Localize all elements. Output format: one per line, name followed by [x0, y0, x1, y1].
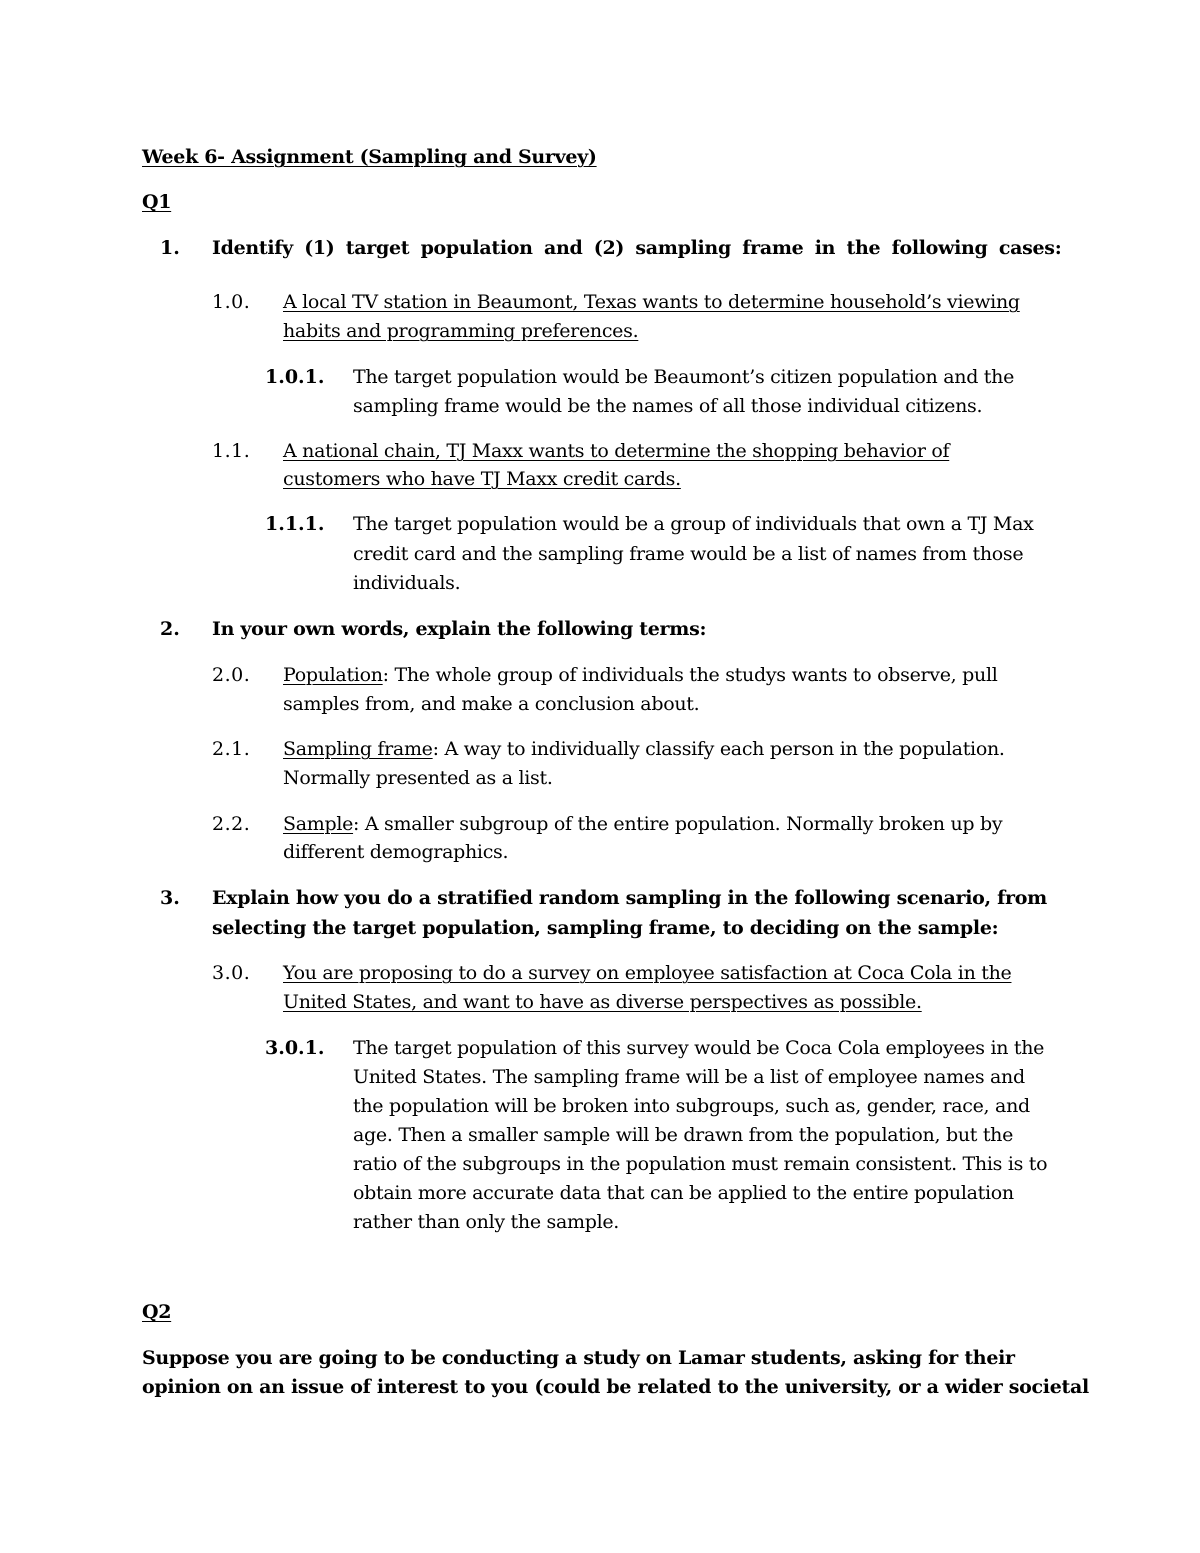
- definition-text: : The whole group of individuals the studys wants to observe, pull: [382, 664, 998, 686]
- item-1-1-case-line: A national chain, TJ Maxx wants to determine the shopping behavior of: [283, 440, 950, 462]
- item-3-question-line: Explain how you do a stratified random sampling in the following scenario, from: [212, 887, 1047, 909]
- item-3-0-1-answer-line: age. Then a smaller sample will be drawn from the population, but the: [353, 1124, 1014, 1146]
- term-sample: Sample: [283, 813, 354, 835]
- item-1-0-case-line: habits and programming preferences.: [283, 320, 639, 342]
- item-3-0-case-line: You are proposing to do a survey on employee satisfaction at Coca Cola in the: [283, 962, 1012, 984]
- item-2-2-definition-line: different demographics.: [283, 841, 509, 863]
- q2-prompt-line: opinion on an issue of interest to you (could be related to the university, or a wider societal: [142, 1376, 1089, 1398]
- item-1-1-1-answer-line: individuals.: [353, 572, 461, 594]
- item-1-1-number: 1.1.: [212, 440, 251, 462]
- item-2-2-definition: [283, 812, 1002, 836]
- item-2-1-definition: [283, 737, 1005, 761]
- item-1-1-1-answer-line: credit card and the sampling frame would be a list of names from those: [353, 543, 1024, 565]
- item-3-0-1-answer-line: United States. The sampling frame will be a list of employee names and: [353, 1066, 1025, 1088]
- item-1-0-1-answer-line: The target population would be Beaumont’s citizen population and the: [353, 366, 1015, 388]
- item-3-question-line: selecting the target population, sampling frame, to deciding on the sample:: [212, 917, 999, 939]
- term-sampling-frame: Sampling frame: [283, 738, 433, 760]
- item-3-0-1-answer-line: the population will be broken into subgroups, such as, gender, race, and: [353, 1095, 1030, 1117]
- item-1-0-1-number: 1.0.1.: [265, 366, 325, 388]
- item-2-1-number: 2.1.: [212, 738, 251, 760]
- item-1-0-1-answer-line: sampling frame would be the names of all those individual citizens.: [353, 395, 983, 417]
- item-1-number: 1.: [160, 237, 180, 259]
- assignment-title: Week 6- Assignment (Sampling and Survey): [142, 146, 597, 168]
- definition-text: : A way to individually classify each person in the population.: [432, 738, 1005, 760]
- item-3-0-1-number: 3.0.1.: [265, 1037, 325, 1059]
- q2-prompt-line: Suppose you are going to be conducting a study on Lamar students, asking for their: [142, 1347, 1015, 1369]
- item-3-0-1-answer-line: obtain more accurate data that can be applied to the entire population: [353, 1182, 1014, 1204]
- item-2-2-number: 2.2.: [212, 813, 251, 835]
- definition-text: : A smaller subgroup of the entire population. Normally broken up by: [353, 813, 1003, 835]
- item-3-number: 3.: [160, 887, 180, 909]
- item-2-0-definition-line: samples from, and make a conclusion about.: [283, 693, 700, 715]
- item-3-0-case-line: United States, and want to have as diverse perspectives as possible.: [283, 991, 922, 1013]
- item-2-question: In your own words, explain the following terms:: [212, 618, 707, 640]
- q2-heading: Q2: [142, 1301, 172, 1323]
- item-3-0-1-answer-line: ratio of the subgroups in the population must remain consistent. This is to: [353, 1153, 1048, 1175]
- item-1-0-case-line: A local TV station in Beaumont, Texas wants to determine household’s viewing: [283, 291, 1020, 313]
- item-3-0-1-answer-line: rather than only the sample.: [353, 1211, 620, 1233]
- item-1-1-case-line: customers who have TJ Maxx credit cards.: [283, 468, 681, 490]
- item-1-question: Identify (1) target population and (2) sampling frame in the following cases:: [212, 237, 1062, 259]
- q1-heading: Q1: [142, 191, 172, 213]
- item-2-1-definition-line: Normally presented as a list.: [283, 767, 553, 789]
- item-2-0-number: 2.0.: [212, 664, 251, 686]
- item-3-0-1-answer-line: The target population of this survey would be Coca Cola employees in the: [353, 1037, 1045, 1059]
- item-1-1-1-answer-line: The target population would be a group of individuals that own a TJ Max: [353, 513, 1034, 535]
- term-population: Population: [283, 664, 383, 686]
- item-2-number: 2.: [160, 618, 180, 640]
- item-2-0-definition: [283, 663, 998, 687]
- item-1-0-number: 1.0.: [212, 291, 251, 313]
- item-3-0-number: 3.0.: [212, 962, 251, 984]
- item-1-1-1-number: 1.1.1.: [265, 513, 325, 535]
